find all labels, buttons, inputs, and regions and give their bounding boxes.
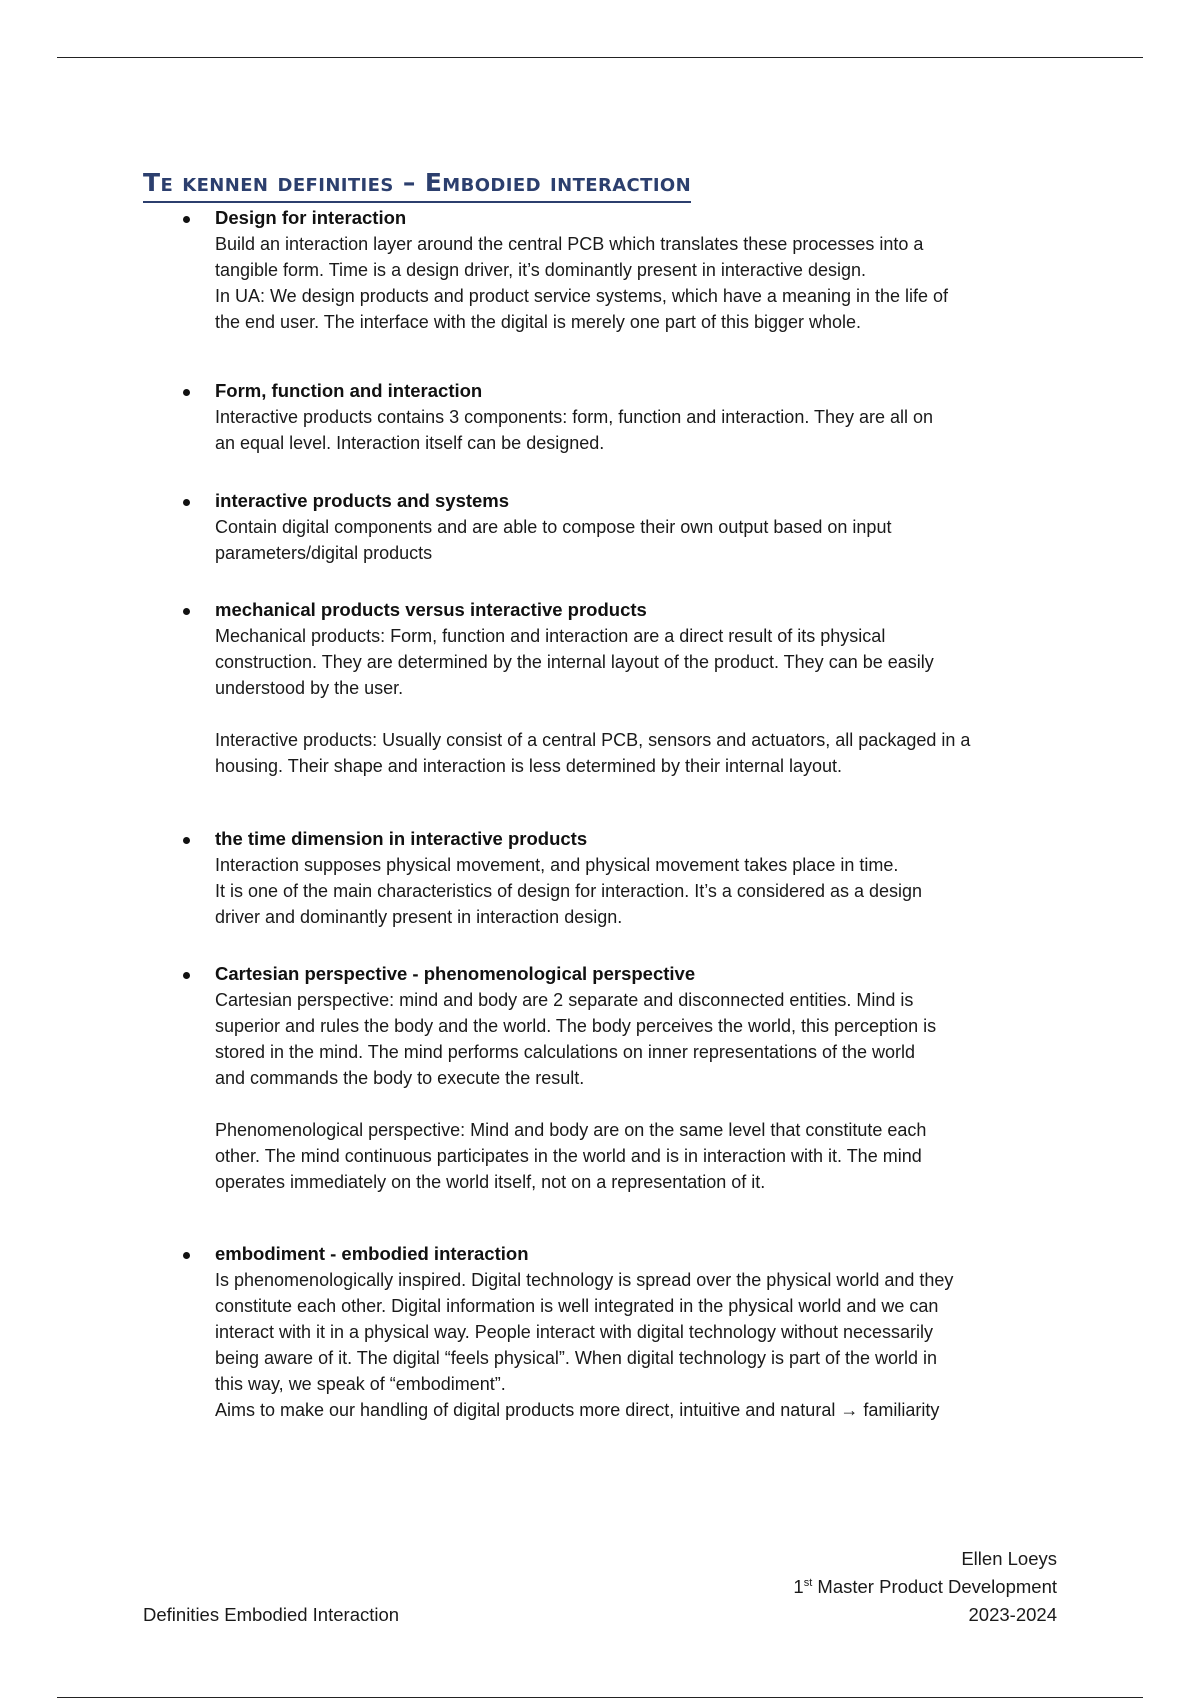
definition-text-line: understood by the user. [215, 678, 404, 698]
definition-text-line: Interaction supposes physical movement, and physical movement takes place in time. [215, 855, 899, 875]
definition-item [215, 205, 1095, 335]
definition-text-line: tangible form. Time is a design driver, it’s dominantly present in interactive design. [215, 260, 866, 280]
header-rule [57, 57, 1143, 58]
definition-text-line: stored in the mind. The mind performs calculations on inner representations of the world [215, 1042, 916, 1062]
definition-text-line: being aware of it. The digital “feels physical”. When digital technology is part of the world in [215, 1348, 938, 1368]
definition-text-line: driver and dominantly present in interaction design. [215, 907, 623, 927]
footer-year: 2023-2024 [968, 1604, 1057, 1625]
definition-text-line: parameters/digital products [215, 543, 433, 563]
bullet-icon [183, 972, 190, 979]
definition-text-line: construction. They are determined by the internal layout of the product. They can be easily [215, 652, 934, 672]
footer-document-name: Definities Embodied Interaction [143, 1604, 400, 1625]
footer-rule [57, 1697, 1143, 1698]
definition-text-line: Cartesian perspective: mind and body are 2 separate and disconnected entities. Mind is [215, 990, 914, 1010]
definition-text-line: Mechanical products: Form, function and interaction are a direct result of its physical [215, 626, 886, 646]
paragraph-gap [215, 701, 1095, 727]
definition-text-line: Aims to make our handling of digital products more direct, intuitive and natural → familiarity [215, 1400, 940, 1420]
definition-text-line: the end user. The interface with the digital is merely one part of this bigger whole. [215, 312, 862, 332]
definition-text-line: other. The mind continuous participates in the world and is in interaction with it. The mind [215, 1146, 922, 1166]
bullet-icon [183, 837, 190, 844]
definition-text-line: an equal level. Interaction itself can be designed. [215, 433, 605, 453]
definition-text-line: Is phenomenologically inspired. Digital technology is spread over the physical world and they [215, 1270, 954, 1290]
bullet-icon [183, 608, 190, 615]
definition-text-line: Interactive products contains 3 components: form, function and interaction. They are all on [215, 407, 934, 427]
page-title: Te kennen definities – Embodied interaction [143, 166, 691, 203]
bullet-icon [183, 389, 190, 396]
definition-term: the time dimension in interactive products [215, 828, 588, 849]
definition-text-line: superior and rules the body and the world. The body perceives the world, this perception is [215, 1016, 937, 1036]
definition-text-line: In UA: We design products and product service systems, which have a meaning in the life of [215, 286, 949, 306]
definition-term: Design for interaction [215, 207, 407, 228]
definition-term: Form, function and interaction [215, 380, 483, 401]
paragraph-gap [215, 1091, 1095, 1117]
bullet-icon [183, 216, 190, 223]
definition-text-line: interact with it in a physical way. People interact with digital technology without necessarily [215, 1322, 934, 1342]
definition-text-line: housing. Their shape and interaction is less determined by their internal layout. [215, 756, 843, 776]
definition-item [215, 1241, 1095, 1423]
footer-program: 1st Master Product Development [793, 1576, 1057, 1597]
definition-text-line: Build an interaction layer around the central PCB which translates these processes into a [215, 234, 924, 254]
definition-text-line: Interactive products: Usually consist of a central PCB, sensors and actuators, all packaged in a [215, 730, 971, 750]
bullet-icon [183, 1252, 190, 1259]
bullet-icon [183, 499, 190, 506]
definition-text-line: Contain digital components and are able to compose their own output based on input [215, 517, 892, 537]
definition-term: mechanical products versus interactive products [215, 599, 647, 620]
footer-author-block [793, 1545, 1057, 1629]
definition-item [215, 826, 1095, 930]
definition-text-line: operates immediately on the world itself, not on a representation of it. [215, 1172, 766, 1192]
definition-text-line: Phenomenological perspective: Mind and body are on the same level that constitute each [215, 1120, 927, 1140]
footer-author: Ellen Loeys [961, 1548, 1057, 1569]
definition-item [215, 488, 1095, 566]
definition-term: embodiment - embodied interaction [215, 1243, 529, 1264]
definition-text-line: constitute each other. Digital information is well integrated in the physical world and we can [215, 1296, 939, 1316]
definition-item [215, 961, 1095, 1195]
definition-text-line: It is one of the main characteristics of design for interaction. It’s a considered as a design [215, 881, 923, 901]
definition-term: Cartesian perspective - phenomenological perspective [215, 963, 696, 984]
definition-text-line: this way, we speak of “embodiment”. [215, 1374, 506, 1394]
definition-item [215, 597, 1095, 779]
definition-term: interactive products and systems [215, 490, 510, 511]
definition-text-line: and commands the body to execute the result. [215, 1068, 585, 1088]
definition-item [215, 378, 1095, 456]
